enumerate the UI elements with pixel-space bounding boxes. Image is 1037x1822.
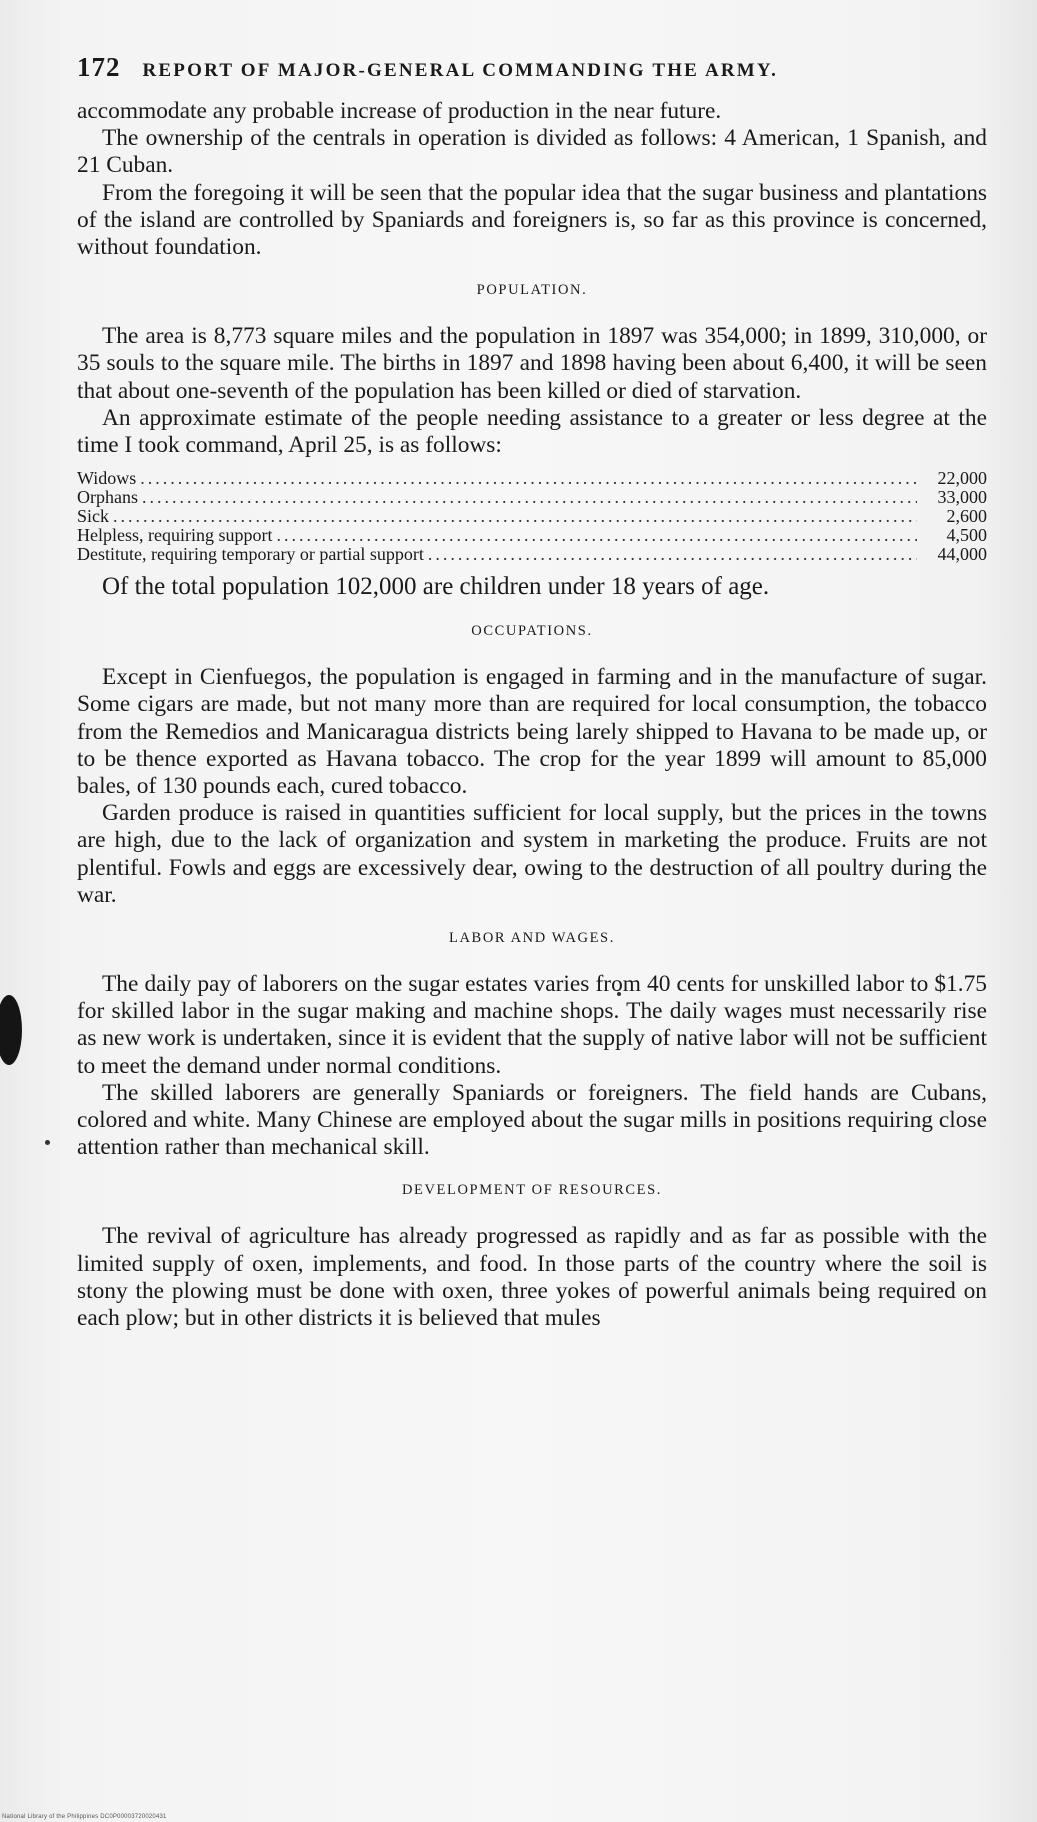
assistance-table xyxy=(77,469,987,564)
row-value: 44,000 xyxy=(937,544,987,565)
section-heading-labor: LABOR AND WAGES. xyxy=(449,930,615,947)
paragraph: The ownership of the centrals in operation is divided as follows: 4 American, 1 Spanish, and 21 Cuban. xyxy=(77,125,987,179)
leader-dots xyxy=(276,526,917,545)
row-value: 22,000 xyxy=(937,468,987,489)
section-heading-population: POPULATION. xyxy=(476,282,588,299)
row-value: 33,000 xyxy=(937,487,987,508)
paragraph: The daily pay of laborers on the sugar estates varies from 40 cents for unskilled labor to $1.75 for skilled labor in the sugar making and machine shops. The daily wages must necessarily rise as new work is undertaken, since it is evident that the supply of native labor will not be sufficient to meet the demand under normal conditions. xyxy=(77,971,987,1079)
table-row xyxy=(77,507,987,526)
row-label: Helpless, requiring support xyxy=(77,525,273,546)
row-value: 2,600 xyxy=(946,506,987,527)
paragraph: The area is 8,773 square miles and the population in 1897 was 354,000; in 1899, 310,000, or 35 souls to the square mile. The births in 1897 and 1898 having been about 6,400, it will be seen that about one-seventh of the population has been killed or died of starvation. xyxy=(77,323,987,404)
running-title: REPORT OF MAJOR-GENERAL COMMANDING THE ARMY. xyxy=(142,60,779,81)
table-row xyxy=(77,545,987,564)
section-heading-development: DEVELOPMENT OF RESOURCES. xyxy=(401,1182,663,1199)
table-row xyxy=(77,526,987,545)
paragraph: The revival of agriculture has already progressed as rapidly and as far as possible with the limited supply of oxen, implements, and food. In those parts of the country where the soil is stony the plowing must be done with oxen, three yokes of powerful animals being required on each plow; but in other districts it is believed that mules xyxy=(77,1223,987,1332)
scan-footer: National Library of the Philippines DC0P00003720020431 xyxy=(2,1814,167,1820)
ink-speck xyxy=(45,1140,50,1145)
row-label: Destitute, requiring temporary or partial support xyxy=(77,544,424,565)
page-header xyxy=(77,52,987,98)
paragraph: Except in Cienfuegos, the population is engaged in farming and in the manufacture of sugar. Some cigars are made, but not many more than are required for local consumption, the tobacco from the Remedios and Manicaragua districts being larely shipped to Havana to be made up, or to be thence exported as Havana tobacco. The crop for the year 1899 will amount to 85,000 bales, of 130 pounds each, cured tobacco. xyxy=(77,664,987,800)
leader-dots xyxy=(113,507,917,526)
row-label: Widows xyxy=(77,468,137,489)
paragraph: An approximate estimate of the people needing assistance to a greater or less degree at the time I took command, April 25, is as follows: xyxy=(77,404,987,459)
leader-dots xyxy=(428,545,917,564)
paragraph: accommodate any probable increase of production in the near future. xyxy=(77,98,722,124)
row-label: Sick xyxy=(77,506,110,527)
population-summary: Of the total population 102,000 are children under 18 years of age. xyxy=(102,573,770,601)
section-heading-occupations: OCCUPATIONS. xyxy=(471,623,593,640)
row-value: 4,500 xyxy=(946,525,987,546)
paragraph: From the foregoing it will be seen that the popular idea that the sugar business and plantations of the island are controlled by Spaniards and foreigners is, so far as this province is concerned, without foundation. xyxy=(77,179,987,261)
table-row xyxy=(77,469,987,488)
page-content xyxy=(77,52,987,1332)
leader-dots xyxy=(140,469,917,488)
paragraph: Garden produce is raised in quantities sufficient for local supply, but the prices in the towns are high, due to the lack of organization and system in marketing the produce. Fruits are not plentiful. Fowls and eggs are excessively dear, owing to the destruction of all poultry during the war. xyxy=(77,800,987,908)
page-number: 172 xyxy=(77,52,121,82)
leader-dots xyxy=(142,488,917,507)
ink-blot xyxy=(0,995,22,1065)
paragraph: The skilled laborers are generally Spaniards or foreigners. The field hands are Cubans, colored and white. Many Chinese are employed about the sugar mills in positions requiring close attention rather than mechanical skill. xyxy=(77,1079,987,1161)
row-label: Orphans xyxy=(77,487,138,508)
table-row xyxy=(77,488,987,507)
